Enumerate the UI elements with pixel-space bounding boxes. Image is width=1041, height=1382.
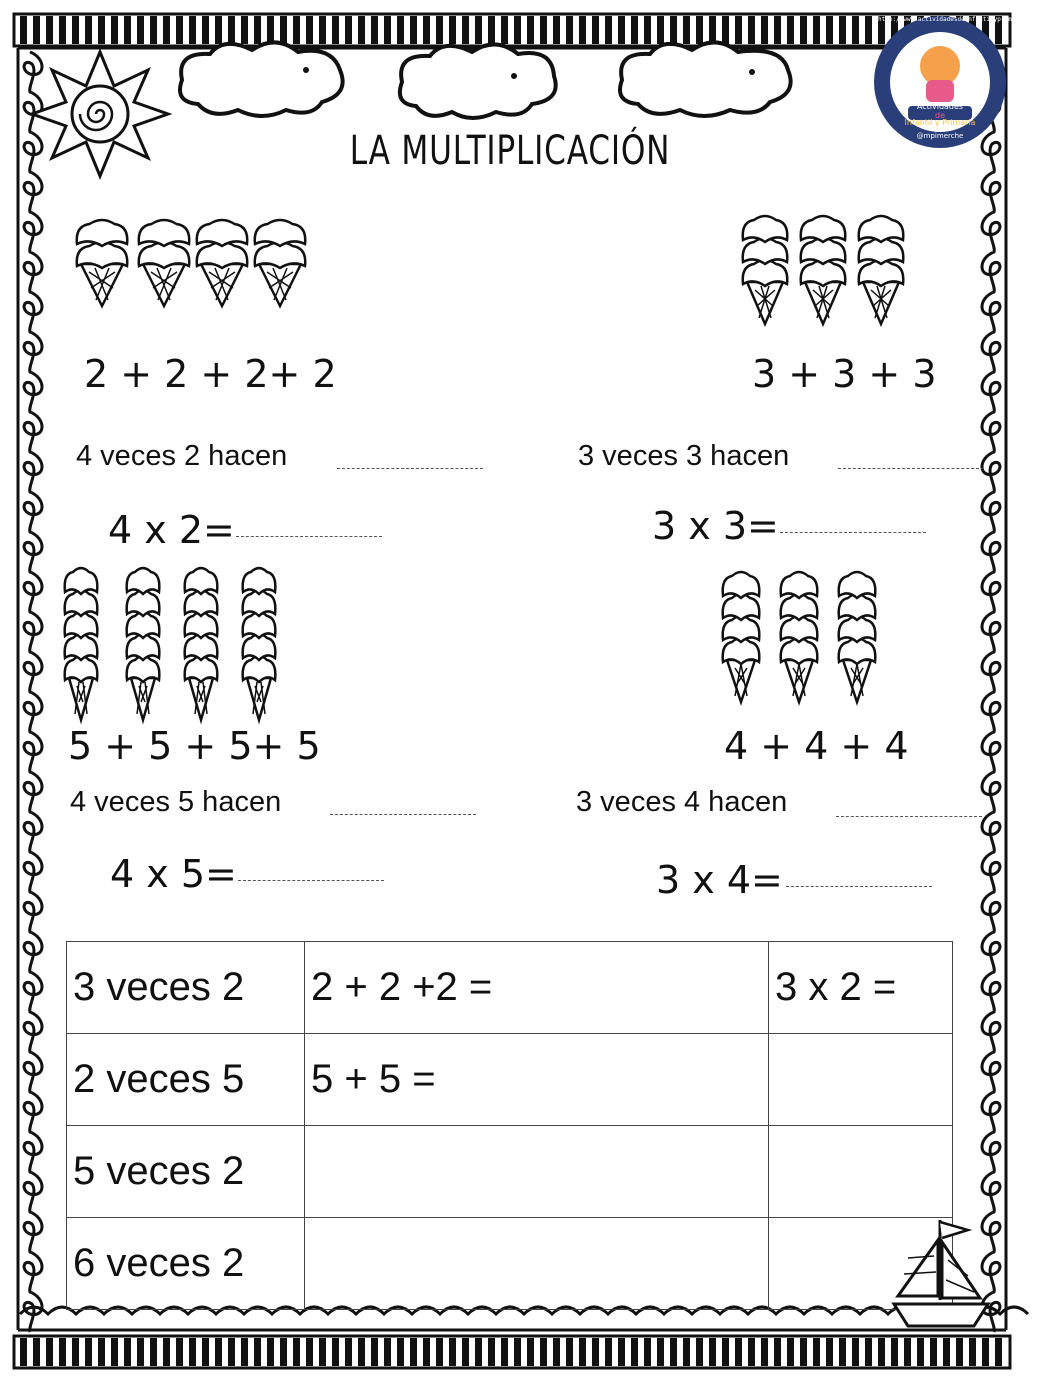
ice-cream-icon bbox=[836, 570, 878, 708]
table-cell-mult[interactable] bbox=[769, 1126, 953, 1218]
logo-line2: de bbox=[935, 111, 945, 120]
table-cell-veces bbox=[67, 942, 305, 1034]
table-cell-mult[interactable] bbox=[769, 1034, 953, 1126]
exercise-4-mult: 3 x 4= bbox=[656, 858, 783, 902]
table-row bbox=[67, 1218, 953, 1310]
exercise-4-sum: 4 + 4 + 4 bbox=[724, 724, 909, 768]
ice-cream-icon bbox=[798, 214, 848, 330]
table-cell-veces bbox=[67, 1126, 305, 1218]
exercise-2-mult-blank[interactable] bbox=[780, 532, 926, 533]
ice-cream-icon bbox=[194, 218, 250, 312]
ice-cream-icon bbox=[124, 566, 162, 726]
cell-text: 2 veces 5 bbox=[73, 1057, 245, 1101]
exercise-2-veces-blank[interactable] bbox=[838, 468, 984, 469]
ice-cream-icon bbox=[252, 218, 308, 312]
ice-cream-icon bbox=[778, 570, 820, 708]
table-cell-sum[interactable] bbox=[305, 942, 769, 1034]
table-cell-veces bbox=[67, 1034, 305, 1126]
table-row bbox=[67, 1126, 953, 1218]
ice-cream-icon bbox=[856, 214, 906, 330]
cell-text: 2 + 2 +2 = bbox=[311, 965, 493, 1009]
exercise-4-veces: 3 veces 4 hacen bbox=[576, 786, 788, 818]
exercise-4-mult-blank[interactable] bbox=[786, 886, 932, 887]
practice-table bbox=[66, 941, 953, 1310]
page-title: LA MULTIPLICACIÓN bbox=[349, 128, 671, 174]
cell-text: 5 veces 2 bbox=[73, 1149, 245, 1193]
logo-url: http://www.actividadesdeinfantilyprimaria.com bbox=[878, 16, 1041, 23]
exercise-1-veces: 4 veces 2 hacen bbox=[76, 440, 288, 472]
exercise-1-veces-blank[interactable] bbox=[337, 468, 483, 469]
logo-line3: Infantil y Primaria bbox=[904, 118, 976, 127]
table-row bbox=[67, 1034, 953, 1126]
ice-cream-icon bbox=[740, 214, 790, 330]
ice-cream-icon bbox=[720, 570, 762, 708]
ice-cream-icon bbox=[240, 566, 278, 726]
ice-cream-icon bbox=[136, 218, 192, 312]
cell-text: 3 x 2 = bbox=[775, 965, 897, 1009]
cell-text: 3 veces 2 bbox=[73, 965, 245, 1009]
ice-cream-icon bbox=[182, 566, 220, 726]
table-cell-sum[interactable] bbox=[305, 1126, 769, 1218]
cell-text: 5 + 5 = bbox=[311, 1057, 436, 1101]
cell-text: 6 veces 2 bbox=[73, 1241, 245, 1285]
exercise-3-sum: 5 + 5 + 5+ 5 bbox=[68, 724, 321, 768]
exercise-3-mult: 4 x 5= bbox=[110, 852, 237, 896]
table-cell-sum[interactable] bbox=[305, 1218, 769, 1310]
table-cell-veces bbox=[67, 1218, 305, 1310]
exercise-3-veces-blank[interactable] bbox=[330, 814, 476, 815]
ice-cream-icon bbox=[62, 566, 100, 726]
exercise-1-mult: 4 x 2= bbox=[108, 508, 235, 552]
table-row bbox=[67, 942, 953, 1034]
exercise-2-sum: 3 + 3 + 3 bbox=[752, 352, 937, 396]
exercise-2-mult: 3 x 3= bbox=[652, 504, 779, 548]
exercise-2-veces: 3 veces 3 hacen bbox=[578, 440, 790, 472]
table-cell-sum[interactable] bbox=[305, 1034, 769, 1126]
exercise-3-mult-blank[interactable] bbox=[238, 880, 384, 881]
exercise-1-mult-blank[interactable] bbox=[236, 536, 382, 537]
exercise-4-veces-blank[interactable] bbox=[836, 816, 982, 817]
table-cell-mult[interactable] bbox=[769, 942, 953, 1034]
logo-handle: @mpimerche bbox=[916, 132, 964, 140]
exercise-1-sum: 2 + 2 + 2+ 2 bbox=[84, 352, 337, 396]
sailboat-icon bbox=[888, 1216, 998, 1332]
exercise-3-veces: 4 veces 5 hacen bbox=[70, 786, 282, 818]
ice-cream-icon bbox=[74, 218, 130, 312]
logo-line1: Actividades bbox=[916, 102, 964, 111]
